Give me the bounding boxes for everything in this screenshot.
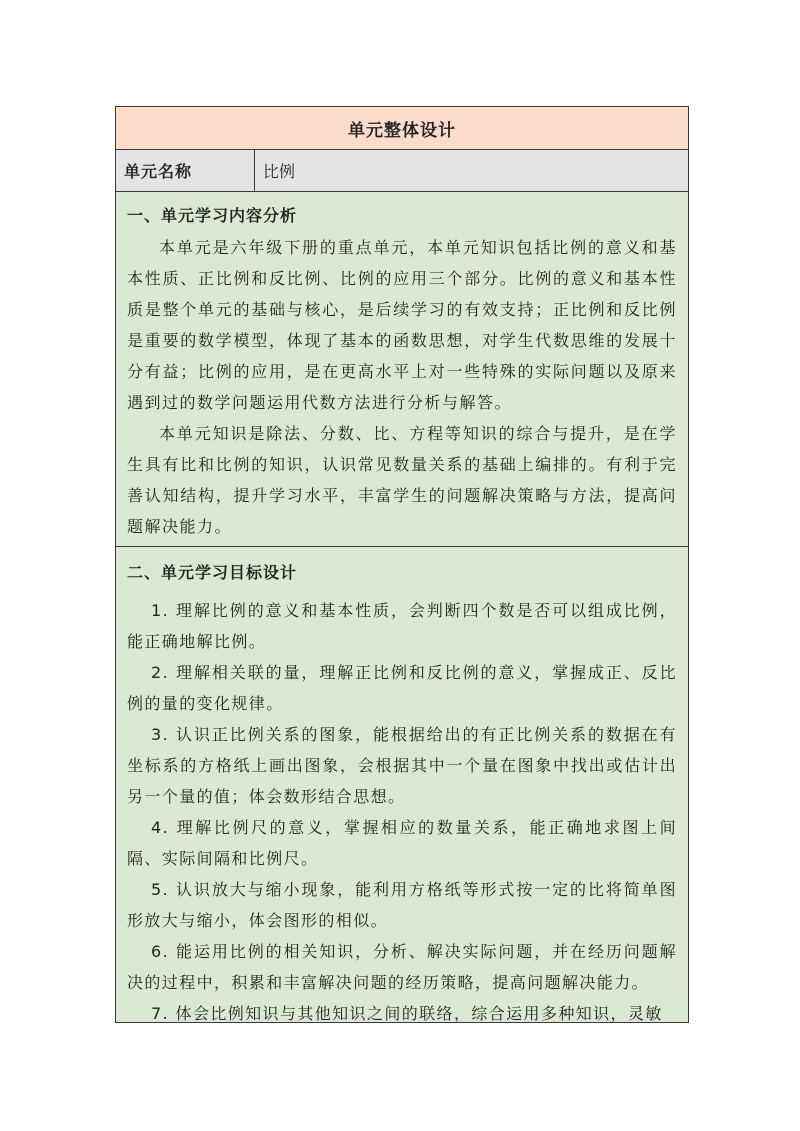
content-analysis-section <box>116 192 688 547</box>
goal-item: 2. 理解相关联的量，理解正比例和反比例的意义，掌握成正、反比例的量的变化规律。 <box>127 663 677 713</box>
learning-goals-section <box>116 547 688 1022</box>
goal-item: 5. 认识放大与缩小现象，能利用方格纸等形式按一定的比将简单图形放大与缩小，体会图形的相似。 <box>127 880 677 930</box>
content-analysis-heading: 一、单元学习内容分析 <box>127 206 298 225</box>
table-title: 单元整体设计 <box>116 107 688 150</box>
analysis-paragraph: 本单元是六年级下册的重点单元，本单元知识包括比例的意义和基本性质、正比例和反比例、比例的应用三个部分。比例的意义和基本性质是整个单元的基础与核心，是后续学习的有效支持；正比例和反比例是重要的数学模型，体现了基本的函数思想，对学生代数思维的发展十分有益；比例的应用，是在更高水平上对一些特殊的实际问题以及原来遇到过的数学问题运用代数方法进行分析与解答。 <box>127 238 677 412</box>
unit-name-value: 比例 <box>255 150 688 191</box>
goal-item: 4. 理解比例尺的意义，掌握相应的数量关系，能正确地求图上间隔、实际间隔和比例尺。 <box>127 818 677 868</box>
goal-item: 7. 体会比例知识与其他知识之间的联络，综合运用多种知识，灵敏 <box>151 1004 663 1022</box>
unit-name-row <box>116 150 688 192</box>
goal-item: 1. 理解比例的意义和基本性质，会判断四个数是否可以组成比例，能正确地解比例。 <box>127 601 677 651</box>
goal-item: 3. 认识正比例关系的图象，能根据给出的有正比例关系的数据在有坐标系的方格纸上画出图象，会根据其中一个量在图象中找出或估计出另一个量的值；体会数形结合思想。 <box>127 725 677 806</box>
learning-goals-heading: 二、单元学习目标设计 <box>127 563 298 582</box>
goal-item: 6. 能运用比例的相关知识，分析、解决实际问题，并在经历问题解决的过程中，积累和丰富解决问题的经历策略，提高问题解决能力。 <box>127 942 677 992</box>
unit-name-label: 单元名称 <box>116 150 255 191</box>
analysis-paragraph: 本单元知识是除法、分数、比、方程等知识的综合与提升，是在学生具有比和比例的知识，认识常见数量关系的基础上编排的。有利于完善认知结构，提升学习水平，丰富学生的问题解决策略与方法，提高问题解决能力。 <box>127 424 677 536</box>
unit-design-table <box>115 106 689 1023</box>
